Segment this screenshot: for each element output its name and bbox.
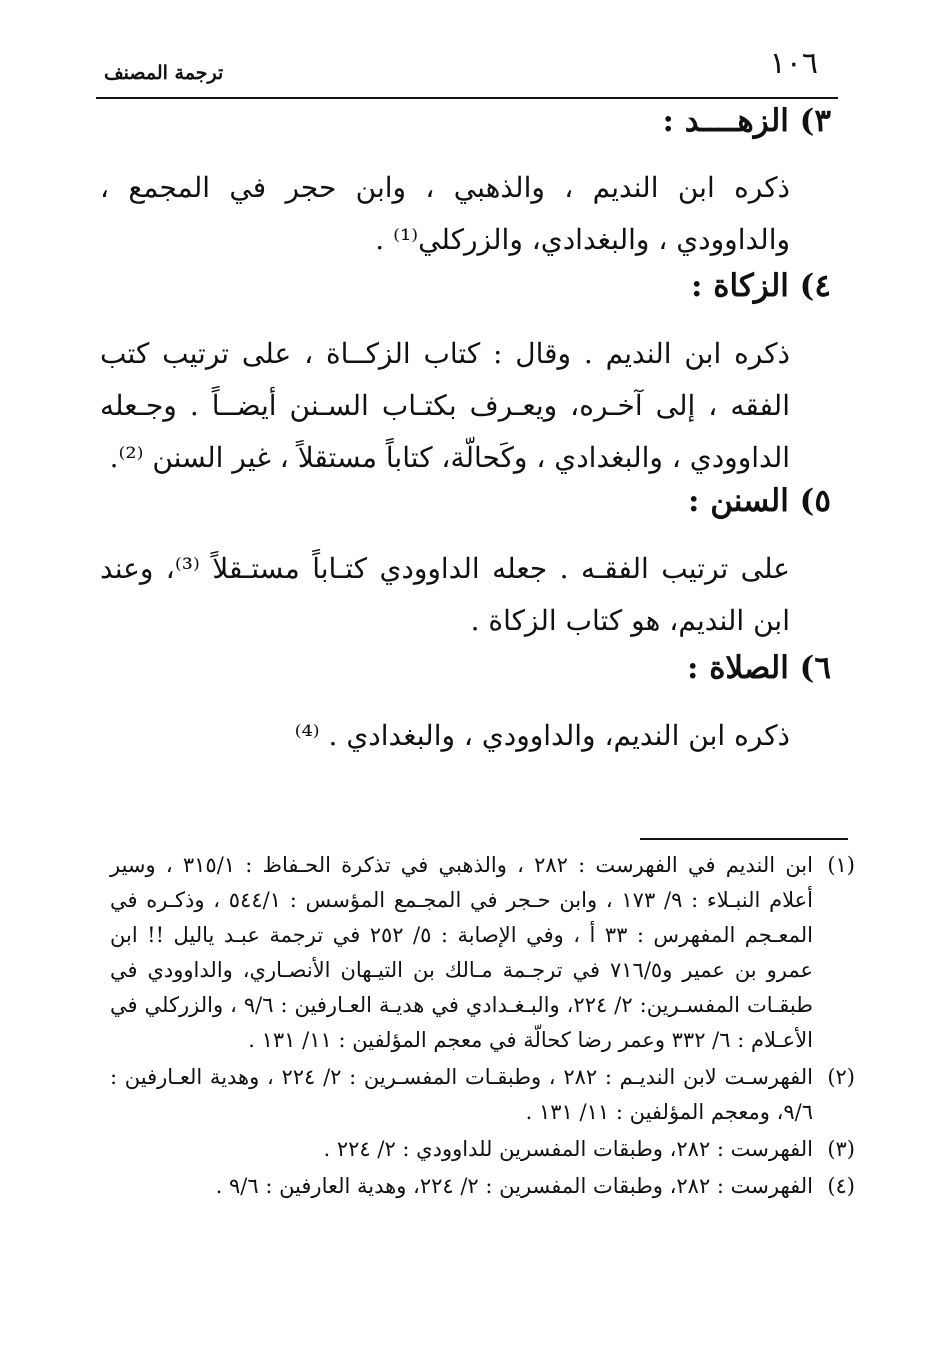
footnote-2	[110, 1060, 855, 1130]
footnote-1	[110, 848, 855, 1058]
footnote-3	[110, 1132, 855, 1167]
footnote-mark: (٤)	[827, 1174, 855, 1198]
section-title-sunan: ٥) السنن :	[687, 483, 831, 519]
section-body-sunan: على ترتيب الفقـه . جعله الداوودي كتـاباً مستـقلاً ⁽³⁾، وعند ابن النديم، هو كتاب الزكاة .	[100, 552, 790, 637]
footnote-separator	[640, 838, 848, 840]
header-divider	[96, 97, 838, 99]
footnote-mark: (٢)	[827, 1065, 855, 1089]
section-body-salat: ذكره ابن النديم، والداوودي ، والبغدادي . ⁽⁴⁾	[294, 719, 790, 752]
running-title: ترجمة المصنف	[104, 62, 224, 84]
footnote-mark: (١)	[827, 853, 855, 877]
section-title-salat: ٦) الصلاة :	[686, 650, 831, 686]
footnote-text: الفهرست : ٢٨٢، وطبقات المفسرين للداوودي : ٢/ ٢٢٤ .	[323, 1137, 813, 1161]
page-header	[96, 44, 836, 98]
footnote-text: ابن النديم في الفهرست : ٢٨٢ ، والذهبي في تذكرة الحـفاظ : ٣١٥/١ ، وسير أعلام النبـلاء : ٩/ ١٧٣ ، وابن حـجر في المجـمع المؤسس : ٥٤٤/١ ، وذكـره في المعـجم المفهرس : ٣٣ أ ، وفي الإصابة : ٥/ ٢٥٢ في ترجمة عبـد ياليل !! ابن عمرو بن عمير و٧١٦/٥ في ترجـمة مـالك بن التيـهان الأنصـاري، والداوودي في طبقـات المفسـرين: ٢/ ٢٢٤، والبـغـدادي في هديـة العـارفين : ٩/٦ ، والزركلي في الأعـلام : ٦/ ٣٣٢ وعمر رضا كحالّة في معجم المؤلفين : ١١/ ١٣١ .	[110, 853, 814, 1052]
section-title-zuhd: ٣) الزهــــد :	[662, 103, 831, 139]
section-body-zuhd: ذكره ابن النديم ، والذهبي ، وابن حجر في المجمع ، والداوودي ، والبغدادي، والزركلي⁽¹⁾ .	[100, 171, 790, 256]
footnote-4	[110, 1169, 855, 1204]
footnote-text: الفهرسـت لابن النديـم : ٢٨٢ ، وطبقـات المفسـرين : ٢/ ٢٢٤ ، وهدية العـارفين : ٩/٦، ومعجم المؤلفين : ١١/ ١٣١ .	[110, 1065, 813, 1124]
page-number: ١٠٦	[769, 46, 818, 81]
section-title-zakat: ٤) الزكاة :	[691, 268, 831, 304]
footnotes	[110, 848, 855, 1206]
footnote-mark: (٣)	[827, 1137, 855, 1161]
section-body-zakat: ذكره ابن النديم . وقال : كتاب الزكــاة ، على ترتيب كتب الفقه ، إلى آخـره، ويعـرف بكتـاب السـنن أيضــاً . وجـعله الداوودي ، والبغدادي ، وكَحالّة، كتاباً مستقلاً ، غير السنن ⁽²⁾.	[100, 337, 790, 474]
footnote-text: الفهرست : ٢٨٢، وطبقات المفسرين : ٢/ ٢٢٤، وهدية العارفين : ٩/٦ .	[215, 1174, 813, 1198]
